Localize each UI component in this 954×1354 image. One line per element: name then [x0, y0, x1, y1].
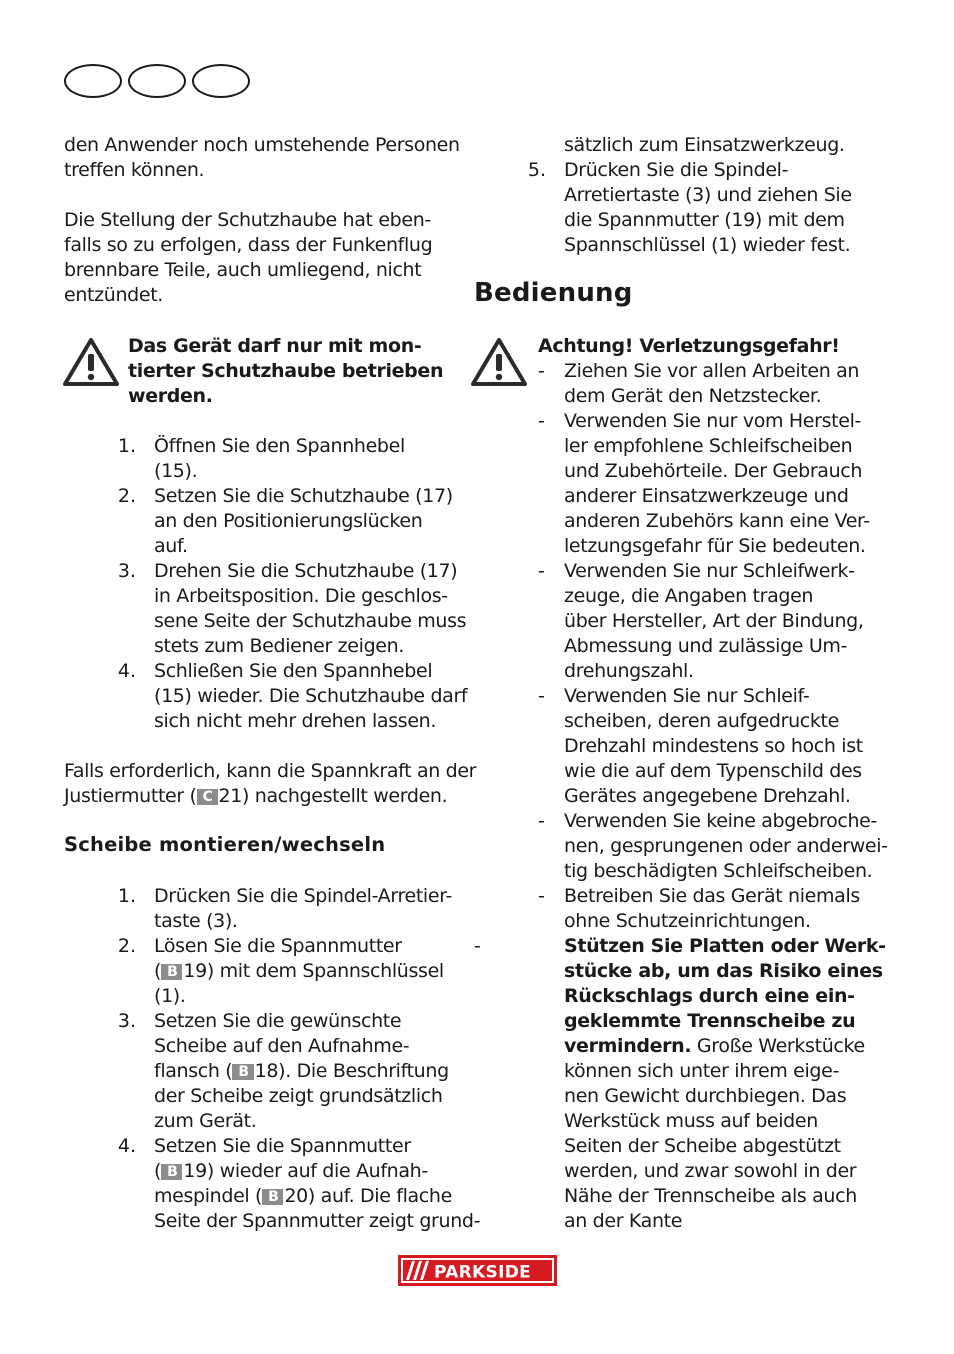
- step-line: (1).: [154, 985, 186, 1007]
- step-line: Setzen Sie die Spannmutter: [154, 1135, 411, 1157]
- step-line: auf.: [154, 535, 188, 557]
- step-line: flansch ( B 18). Die Beschriftung: [154, 1060, 449, 1082]
- step-number: 3.: [117, 560, 136, 582]
- paragraph-line: Die Stellung der Schutzhaube hat eben-: [64, 209, 431, 231]
- bullet-line: zeuge, die Angaben tragen: [564, 585, 814, 607]
- bullet-line: Abmessung und zulässige Um-: [564, 635, 848, 657]
- step-line: zum Gerät.: [154, 1110, 257, 1132]
- warning-triangle-icon: [63, 337, 119, 387]
- bullet-line: dem Gerät den Netzstecker.: [564, 385, 822, 407]
- bullet-line: Verwenden Sie keine abgebroche-: [564, 810, 877, 832]
- bullet-line: können sich unter ihrem eige-: [564, 1060, 839, 1082]
- step-line: sich nicht mehr drehen lassen.: [154, 710, 437, 732]
- step-number: 5.: [527, 159, 546, 181]
- bullet-dash: -: [538, 685, 545, 707]
- bullet-dash: -: [538, 410, 545, 432]
- paragraph-line: den Anwender noch umstehende Personen: [64, 134, 460, 156]
- bullet-line: Verwenden Sie nur Schleifwerk-: [564, 560, 855, 582]
- figure-badge: B: [161, 964, 182, 980]
- paragraph-line: entzündet.: [64, 284, 163, 306]
- step-line: taste (3).: [154, 910, 238, 932]
- step-line: Spannschlüssel (1) wieder fest.: [564, 234, 851, 256]
- step-number: 1.: [117, 435, 136, 457]
- figure-badge: B: [262, 1189, 283, 1205]
- paragraph-line: treffen können.: [64, 159, 205, 181]
- step-line: die Spannmutter (19) mit dem: [564, 209, 845, 231]
- bullet-line: wie die auf dem Typenschild des: [564, 760, 862, 782]
- figure-badge: C: [197, 789, 218, 805]
- bullet-line: tig beschädigten Schleifscheiben.: [564, 860, 873, 882]
- bullet-line: vermindern. Große Werkstücke: [564, 1035, 865, 1057]
- step-line: Drücken Sie die Spindel-: [564, 159, 789, 181]
- step-number: 2.: [117, 935, 136, 957]
- bullet-line: Stützen Sie Platten oder Werk-: [564, 935, 886, 957]
- step-line: ( B 19) mit dem Spannschlüssel: [154, 960, 444, 982]
- bullet-dash: -: [538, 810, 545, 832]
- bullet-line: werden, und zwar sowohl in der: [564, 1160, 857, 1182]
- bullet-line: stücke ab, um das Risiko eines: [564, 960, 883, 982]
- bullet-line: Verwenden Sie nur Schleif-: [564, 685, 810, 707]
- step-line: Scheibe auf den Aufnahme-: [154, 1035, 410, 1057]
- step-line: (15).: [154, 460, 198, 482]
- step-line: an den Positionierungslücken: [154, 510, 423, 532]
- step-line: Seite der Spannmutter zeigt grund-: [154, 1210, 481, 1232]
- warning-triangle-icon: [471, 337, 527, 387]
- language-badge: [192, 64, 250, 98]
- step-line: sene Seite der Schutzhaube muss: [154, 610, 467, 632]
- bullet-line: Verwenden Sie nur vom Herstel-: [564, 410, 862, 432]
- step-line: Setzen Sie die Schutzhaube (17): [154, 485, 453, 507]
- bullet-dash: -: [538, 560, 545, 582]
- step-line: Öffnen Sie den Spannhebel: [154, 435, 405, 457]
- bullet-line: Betreiben Sie das Gerät niemals: [564, 885, 860, 907]
- paragraph-line: Falls erforderlich, kann die Spannkraft an der: [64, 760, 477, 782]
- bullet-dash: -: [538, 885, 545, 907]
- bullet-line: anderer Einsatzwerkzeuge und: [564, 485, 849, 507]
- warning-title: Achtung! Verletzungsgefahr!: [538, 335, 840, 357]
- step-line: Schließen Sie den Spannhebel: [154, 660, 433, 682]
- section-heading: Scheibe montieren/wechseln: [64, 833, 386, 856]
- warning-text: Das Gerät darf nur mit mon-: [128, 335, 422, 357]
- step-number: 3.: [117, 1010, 136, 1032]
- bullet-line: nen Gewicht durchbiegen. Das: [564, 1085, 847, 1107]
- figure-badge: B: [232, 1064, 253, 1080]
- step-number: 4.: [117, 1135, 136, 1157]
- language-badge: [64, 64, 122, 98]
- bullet-line: Werkstück muss auf beiden: [564, 1110, 818, 1132]
- bullet-line: Rückschlags durch eine ein-: [564, 985, 855, 1007]
- bullet-line: und Zubehörteile. Der Gebrauch: [564, 460, 863, 482]
- step-number: 2.: [117, 485, 136, 507]
- bullet-line: geklemmte Trennscheibe zu: [564, 1010, 856, 1032]
- warning-text: tierter Schutzhaube betrieben: [128, 360, 444, 382]
- warning-text: werden.: [128, 385, 213, 407]
- bullet-dash: -: [474, 935, 481, 957]
- step-line: Lösen Sie die Spannmutter: [154, 935, 402, 957]
- step-line: Setzen Sie die gewünschte: [154, 1010, 402, 1032]
- step-number: 4.: [117, 660, 136, 682]
- bullet-line: ohne Schutzeinrichtungen.: [564, 910, 811, 932]
- step-line: sätzlich zum Einsatzwerkzeug.: [564, 134, 845, 156]
- bullet-line: an der Kante: [564, 1210, 683, 1232]
- figure-badge: B: [161, 1164, 182, 1180]
- bullet-line: Gerätes angegebene Drehzahl.: [564, 785, 851, 807]
- logo-text: PARKSIDE: [434, 1262, 532, 1283]
- section-heading: Bedienung: [474, 278, 633, 308]
- step-line: Arretiertaste (3) und ziehen Sie: [564, 184, 852, 206]
- step-number: 1.: [117, 885, 136, 907]
- step-line: Drehen Sie die Schutzhaube (17): [154, 560, 458, 582]
- bullet-line: scheiben, deren aufgedruckte: [564, 710, 839, 732]
- bullet-dash: -: [538, 360, 545, 382]
- bullet-line: Ziehen Sie vor allen Arbeiten an: [564, 360, 860, 382]
- paragraph-line: falls so zu erfolgen, dass der Funkenflug: [64, 234, 433, 256]
- step-line: Drücken Sie die Spindel-Arretier-: [154, 885, 452, 907]
- step-line: ( B 19) wieder auf die Aufnah-: [154, 1160, 428, 1182]
- step-line: stets zum Bediener zeigen.: [154, 635, 404, 657]
- language-badge: [128, 64, 186, 98]
- paragraph-line: Justiermutter ( C 21) nachgestellt werden.: [64, 785, 448, 807]
- bullet-line: Nähe der Trennscheibe als auch: [564, 1185, 857, 1207]
- step-line: der Scheibe zeigt grundsätzlich: [154, 1085, 443, 1107]
- bullet-line: Seiten der Scheibe abgestützt: [564, 1135, 841, 1157]
- bullet-line: letzungsgefahr für Sie bedeuten.: [564, 535, 866, 557]
- parkside-logo: [398, 1255, 557, 1286]
- step-line: mespindel ( B 20) auf. Die flache: [154, 1185, 452, 1207]
- bullet-line: nen, gesprungenen oder anderwei-: [564, 835, 888, 857]
- bullet-line: ler empfohlene Schleifscheiben: [564, 435, 853, 457]
- bullet-line: drehungszahl.: [564, 660, 694, 682]
- step-line: (15) wieder. Die Schutzhaube darf: [154, 685, 468, 707]
- bullet-line: anderen Zubehörs kann eine Ver-: [564, 510, 870, 532]
- paragraph-line: brennbare Teile, auch umliegend, nicht: [64, 259, 422, 281]
- bullet-line: über Hersteller, Art der Bindung,: [564, 610, 864, 632]
- bullet-line: Drehzahl mindestens so hoch ist: [564, 735, 863, 757]
- step-line: in Arbeitsposition. Die geschlos-: [154, 585, 448, 607]
